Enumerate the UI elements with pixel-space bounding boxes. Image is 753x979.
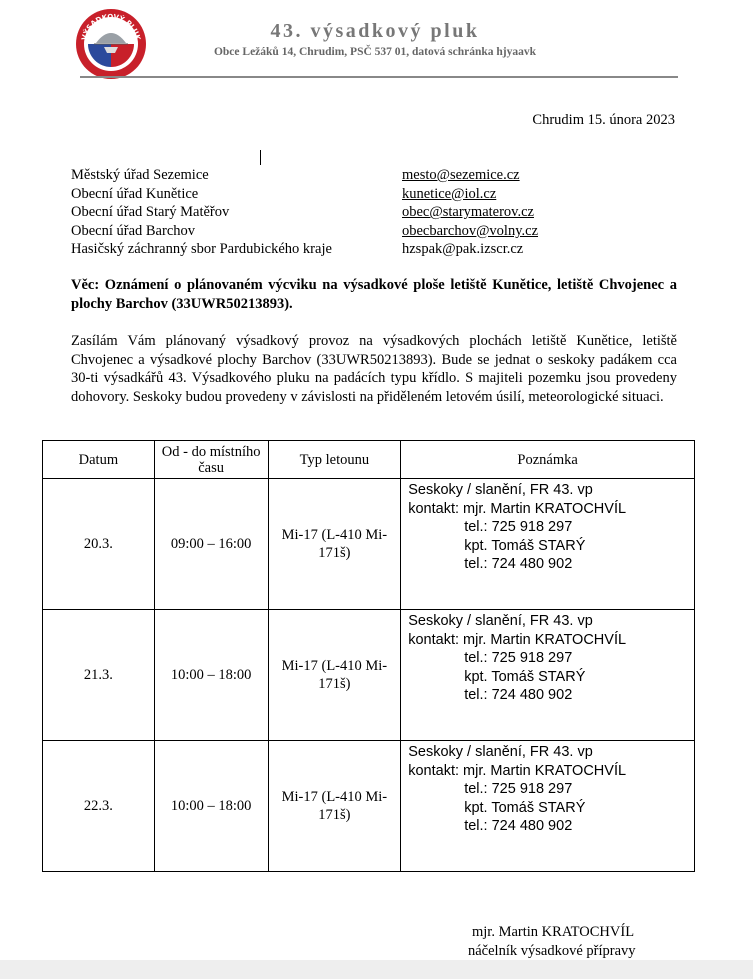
- table-row: [43, 741, 695, 872]
- cell-date: 20.3.: [43, 479, 155, 610]
- cell-note: [401, 741, 695, 872]
- recipient-email-link[interactable]: kunetice@iol.cz: [402, 185, 497, 202]
- note-contact-2: kpt. Tomáš STARÝ: [464, 537, 586, 554]
- note-activity: Seskoky / slanění, FR 43. vp: [408, 482, 593, 498]
- unit-logo: [74, 7, 148, 81]
- letter-body: Zasílám Vám plánovaný výsadkový provoz na výsadkových plochách letiště Kunětice, letiště Chvojenec a výsadkové plochy Barchov (33UWR50213893). Bude se jednat o seskoky padákem cca 30-ti výsadkářů 43. Výsadkového pluku na padácích typu křídlo. S majiteli pozemku jsou provedeny dohovory. Seskoky budou provedeny v závislosti na přiděleném letovém úsilí, meteorologické situaci.: [71, 333, 677, 405]
- cell-aircraft: Mi-17 (L-410 Mi-171š): [268, 741, 401, 872]
- cell-note: [401, 610, 695, 741]
- recipient-name: Obecní úřad Barchov: [71, 222, 196, 239]
- recipient-email-link[interactable]: obec@starymaterov.cz: [402, 204, 534, 221]
- column-header-note: Poznámka: [401, 441, 695, 479]
- recipient-row: [71, 204, 611, 223]
- recipient-name: Obecní úřad Kunětice: [71, 185, 199, 202]
- note-phone: tel.: 725 918 297: [464, 650, 573, 667]
- recipient-name: Hasičský záchranný sbor Pardubického kraje: [71, 241, 332, 258]
- letter-date: Chrudim 15. února 2023: [532, 112, 675, 128]
- note-phone-2: tel.: 724 480 902: [464, 556, 573, 573]
- header-divider: [80, 76, 678, 78]
- note-contact: kontakt: mjr. Martin KRATOCHVÍL: [408, 762, 627, 779]
- table-row: [43, 610, 695, 741]
- note-contact: kontakt: mjr. Martin KRATOCHVÍL: [408, 631, 627, 648]
- note-contact-2: kpt. Tomáš STARÝ: [464, 799, 586, 816]
- cell-time: 10:00 – 18:00: [154, 610, 268, 741]
- unit-title: 43. výsadkový pluk: [270, 20, 480, 42]
- cell-date: 22.3.: [43, 741, 155, 872]
- note-activity: Seskoky / slanění, FR 43. vp: [408, 613, 593, 629]
- note-phone: tel.: 725 918 297: [464, 781, 573, 798]
- signature-title: náčelník výsadkové přípravy: [468, 942, 636, 959]
- cell-time: 09:00 – 16:00: [154, 479, 268, 610]
- recipient-row: [71, 241, 611, 260]
- signature-block: [468, 923, 668, 960]
- note-activity: Seskoky / slanění, FR 43. vp: [408, 744, 593, 760]
- recipient-email-link[interactable]: mesto@sezemice.cz: [402, 167, 520, 183]
- note-phone-2: tel.: 724 480 902: [464, 818, 573, 835]
- note-phone-2: tel.: 724 480 902: [464, 687, 573, 704]
- recipient-email-link[interactable]: obecbarchov@volny.cz: [402, 222, 539, 239]
- note-contact-2: kpt. Tomáš STARÝ: [464, 668, 586, 685]
- letter-subject: Věc: Oznámení o plánovaném výcviku na výsadkové ploše letiště Kunětice, letiště Chvojenec a plochy Barchov (33UWR50213893).: [71, 277, 677, 312]
- cell-note: [401, 479, 695, 610]
- recipient-email: hzspak@pak.izscr.cz: [402, 241, 524, 258]
- recipient-list: [71, 167, 611, 260]
- column-header-aircraft: Typ letounu: [268, 441, 401, 479]
- recipient-row: [71, 186, 611, 205]
- note-contact: kontakt: mjr. Martin KRATOCHVÍL: [408, 500, 627, 517]
- signature-name: mjr. Martin KRATOCHVÍL: [472, 924, 635, 940]
- logo-text: VÝSADKOVÝ PLUK: [80, 12, 142, 42]
- table-header-row: [43, 441, 695, 479]
- cell-time: 10:00 – 18:00: [154, 741, 268, 872]
- table-row: [43, 479, 695, 610]
- unit-address: Obce Ležáků 14, Chrudim, PSČ 537 01, datová schránka hjyaavk: [213, 46, 537, 58]
- cell-date: 21.3.: [43, 610, 155, 741]
- page-bottom-bar: [0, 960, 753, 979]
- cell-aircraft: Mi-17 (L-410 Mi-171š): [268, 479, 401, 610]
- recipient-row: [71, 167, 611, 186]
- recipient-name: Městský úřad Sezemice: [71, 167, 209, 183]
- recipient-row: [71, 223, 611, 242]
- schedule-table: [42, 440, 695, 872]
- cell-aircraft: Mi-17 (L-410 Mi-171š): [268, 610, 401, 741]
- text-cursor: [260, 150, 261, 165]
- column-header-date: Datum: [43, 441, 155, 479]
- column-header-time: Od - do místního času: [154, 441, 268, 479]
- note-phone: tel.: 725 918 297: [464, 519, 573, 536]
- recipient-name: Obecní úřad Starý Matěřov: [71, 204, 230, 221]
